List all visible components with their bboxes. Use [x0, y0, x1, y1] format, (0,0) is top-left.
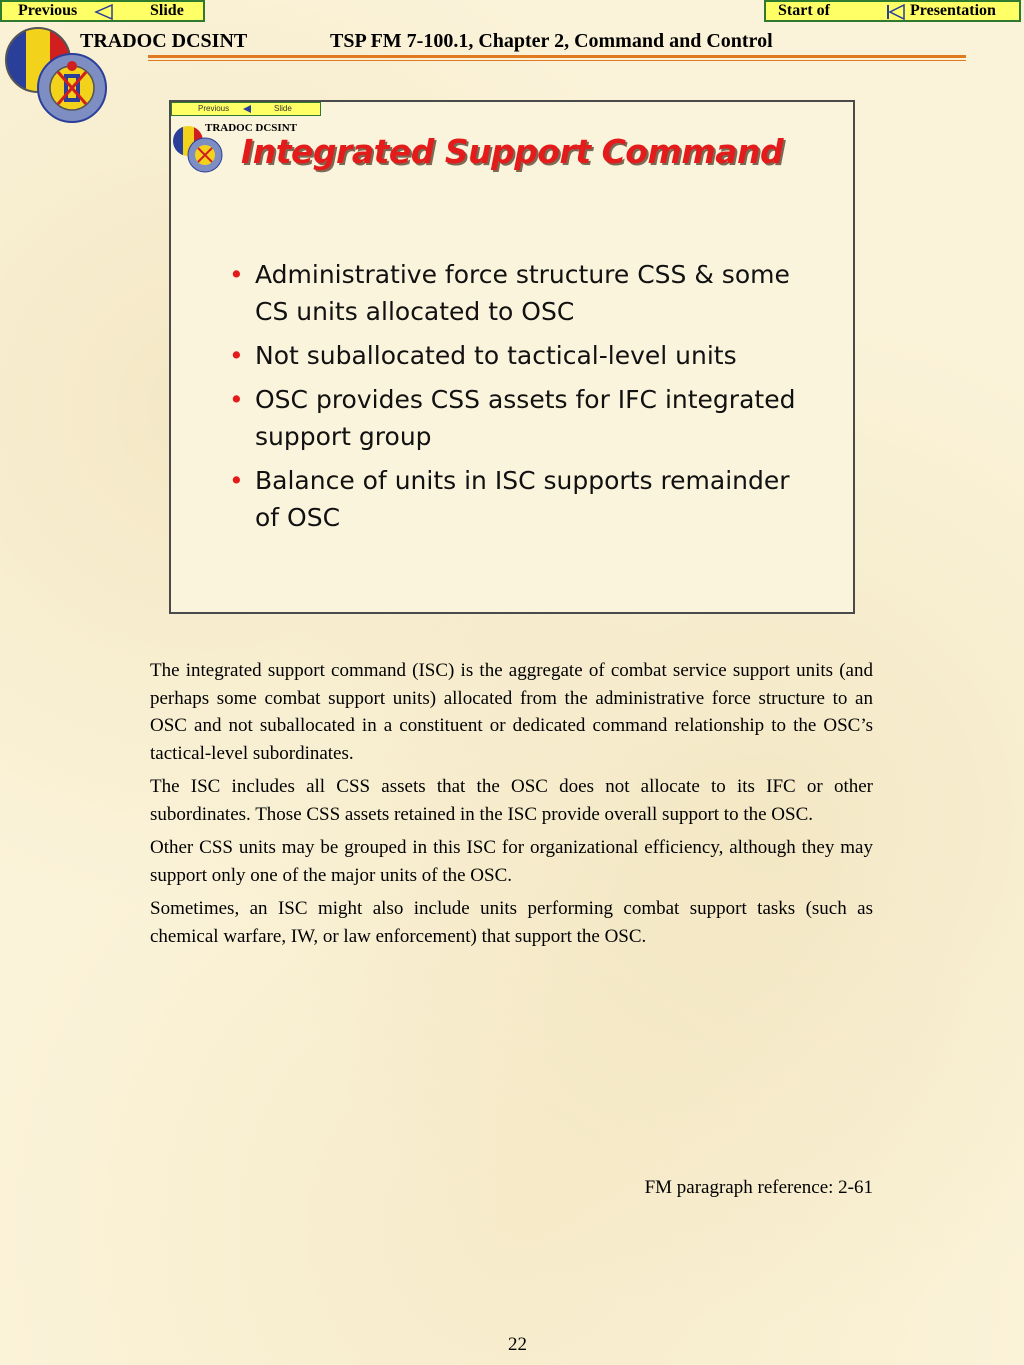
triangle-left-icon: [94, 4, 114, 20]
bullet-item: • Not suballocated to tactical-level units: [229, 337, 799, 374]
notes-paragraph: The ISC includes all CSS assets that the OSC does not allocate to its IFC or other subordinates. Those CSS assets retained in the ISC provide overall support to the OSC.: [150, 776, 873, 825]
bullet-dot-icon: •: [229, 466, 244, 495]
skip-to-start-icon: [886, 4, 906, 20]
start-of-presentation-button[interactable]: [764, 0, 1021, 22]
notes-paragraph: Other CSS units may be grouped in this ISC for organizational efficiency, although they may support only one of the major units of the OSC.: [150, 837, 873, 886]
previous-slide-button[interactable]: [0, 0, 205, 22]
slide-label: Slide: [150, 2, 184, 19]
mini-previous-label: Previous: [198, 104, 230, 113]
bullet-dot-icon: •: [229, 341, 244, 370]
bullet-item: • OSC provides CSS assets for IFC integrated support group: [229, 381, 799, 455]
mini-slide-label: Slide: [274, 104, 292, 113]
bullet-item: • Administrative force structure CSS & some CS units allocated to OSC: [229, 256, 799, 330]
bullet-item: • Balance of units in ISC supports remainder of OSC: [229, 462, 799, 536]
header-org: TRADOC DCSINT: [80, 30, 248, 52]
notes-paragraph: Sometimes, an ISC might also include units performing combat support tasks (such as chemical warfare, IW, or law enforcement) that support the OSC.: [150, 898, 873, 947]
header-doc-title: TSP FM 7-100.1, Chapter 2, Command and Control: [330, 30, 773, 52]
slide-title: Integrated Support Command: [241, 132, 784, 171]
previous-label: Previous: [18, 2, 78, 19]
mini-nav-bar: [171, 102, 321, 116]
start-label: Start of: [778, 2, 830, 19]
slide-bullet-list: [229, 256, 799, 543]
bullet-dot-icon: •: [229, 385, 244, 414]
fm-paragraph-reference: FM paragraph reference: 2-61: [644, 1177, 873, 1198]
slide-org-label: TRADOC DCSINT: [205, 122, 297, 134]
slide-panel: [169, 100, 855, 614]
notes-body: [150, 657, 873, 956]
page-number: 22: [508, 1334, 527, 1355]
bullet-dot-icon: •: [229, 260, 244, 289]
notes-paragraph: The integrated support command (ISC) is the aggregate of combat service support units (and perhaps some combat support units) allocated from the administrative force structure to an OSC and not suballocated in a constituent or dedicated command relationship to the OSC’s tactical-level subordinates.: [150, 660, 873, 764]
header-rule-thin: [148, 60, 966, 61]
presentation-label: Presentation: [910, 2, 996, 19]
mini-triangle-left-icon: [242, 105, 252, 113]
header-rule: [148, 55, 966, 58]
